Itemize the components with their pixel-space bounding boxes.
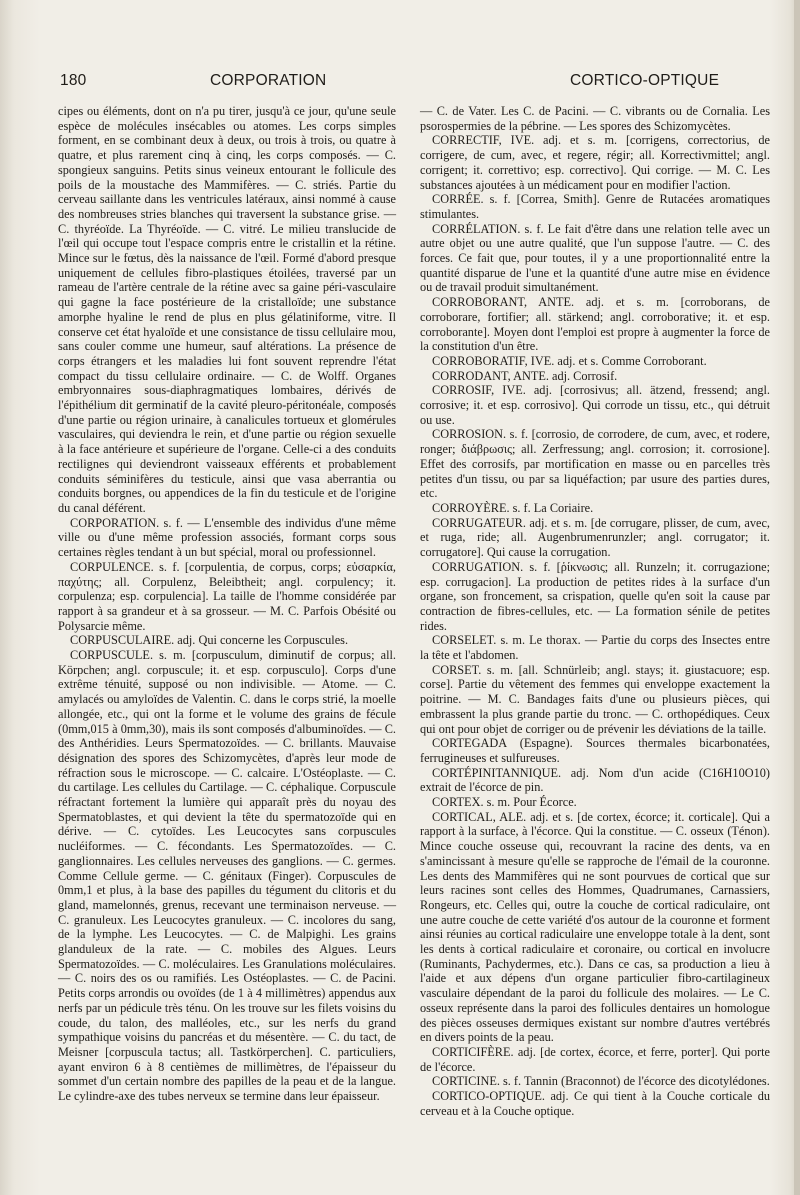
entry-cortex: CORTEX. s. m. Pour Écorce. xyxy=(432,795,577,810)
scan-edge xyxy=(794,0,800,1195)
entry-correctif: CORRECTIF, IVE. adj. et s. m. [corrigens, correctorius, de corrigere, de cum, avec, et regere, régir; all. Korrectivmittel; angl. corrigent; it. correttivo; esp. correctivo]. Qui corrige. — M. C. Les substances ajoutées à un médicament pour en modifier l'action. xyxy=(420,133,770,192)
entry-corroyere: CORROYÈRE. s. f. La Coriaire. xyxy=(432,500,594,515)
entry-cortico-optique: CORTICO-OPTIQUE. adj. Ce qui tient à la Couche corticale du cerveau et à la Couche optique. xyxy=(420,1089,770,1118)
entry-corticifere: CORTICIFÈRE. adj. [de cortex, écorce, et ferre, porter]. Qui porte de l'écorce. xyxy=(420,1045,770,1074)
entry-corrosion: CORROSION. s. f. [corrosio, de corrodere, de cum, avec, et rodere, ronger; διάβρωσις; all. Zerfressung; angl. corrosion; it. corrosione]. Effet des corrosifs, par mortification en masse ou en parcelles très petites d'un tissu, ou par sa liquéfaction; par usure des parties dures, etc. xyxy=(420,427,770,501)
entry-corpulence: CORPULENCE. s. f. [corpulentia, de corpus, corps; εὐσαρκία, παχύτης; all. Corpulenz, Beleibtheit; angl. corpulency; it. corpulenza; esp. corpulencia]. La taille de l'homme considérée par rapport à sa grandeur et à sa grosseur. — M. C. Parfois Obésité ou Polysarcie même. xyxy=(58,559,396,633)
entry-corroboratif: CORROBORATIF, IVE. adj. et s. Comme Corroborant. xyxy=(432,353,707,368)
right-column xyxy=(420,104,770,1119)
entry-corroborant: CORROBORANT, ANTE. adj. et s. m. [corroborans, de corroborare, fortifier; all. stärkend; angl. corroborative; it. et esp. corroborante]. Moyen dont l'emploi est propre à augmenter la force de la constitution d'un être. xyxy=(420,295,770,354)
right-running-title: CORTICO-OPTIQUE xyxy=(570,72,720,89)
left-column xyxy=(58,104,396,1104)
entry-corpusculaire: CORPUSCULAIRE. adj. Qui concerne les Corpuscules. xyxy=(70,633,349,648)
entry-corpuscule: CORPUSCULE. s. m. [corpusculum, diminutif de corpus; all. Körpchen; angl. corpuscule; it. et esp. corpusculo]. Corps d'une extrême ténuité, supposé ou non indivisible. — Atome. — C. amylacés ou amyloïdes de Valentin. C. dans le corps strié, la moelle allongée, etc., qui ont la forme et le volume des grains de fécule (0mm,015 à 0mm,30), mais ils sont composés d'albuminoïdes. — C. des Anthéridies. Leurs Spermatozoïdes. — C. brillants. Mauvaise désignation des spores des Schizomycètes, d'après leur mode de réfraction sous le microscope. — C. calcaire. L'Ostéoplaste. — C. du cartilage. Les cellules du Cartilage. — C. céphalique. Corpuscule réfractant fortement la lumière qui apparaît près du noyau des Spermatoblastes, et qui devient la tête du spermatozoïde qui en dérive. — C. cytoïdes. Les Leucocytes sans corpuscules nucléiformes. — C. fécondants. Les Spermatozoïdes. — C. ganglionnaires. Les cellules nerveuses des ganglions. — C. germes. Comme Cellule germe. — C. génitaux (Finger). Corpuscules de 0mm,1 et plus, à la base des papilles du tégument du clitoris et du gland, mamelonnés, grenus, recevant une terminaison nerveuse. — C. granuleux. Les Leucocytes granuleux. — C. incolores du sang, de la lymphe. Les Leucocytes. — C. de Malpighi. Les grains glanduleux de la rate. — C. mobiles des Algues. Leurs Spermatozoïdes. — C. moléculaires. Les Granulations moléculaires. — C. noirs des os ou ramifiés. Les Ostéoplastes. — C. de Pacini. Petits corps arrondis ou ovoïdes (de 1 à 4 millimètres) appendus aux nerfs par un pédicule très ténu. On les trouve sur les filets voisins du coude, du talon, des malléoles, etc., sur les nerfs du grand sympathique voisins du pancréas et du mésentère. — C. du tact, de Meisner [corpuscula tactus; all. Tastkörperchen]. C. particuliers, ayant environ 6 à 8 centièmes de millimètres, de l'épaisseur du sommet d'un certain nombre des papilles de la peau et de la langue. Le cylindre-axe des tubes nerveux se termine dans leur épaisseur. xyxy=(58,648,396,1104)
entry-continuation: cipes ou éléments, dont on n'a pu tirer, jusqu'à ce jour, qu'une seule espèce de molécules insécables ou atomes. Les corps simples forment, en se combinant deux à deux, ou trois à trois, ou quatre à quatre, et plus rarement cinq à cinq, les corps composés. — C. spongieux sanguins. Petits sinus veineux entourant le follicule des poils de la moustache des Mammifères. — C. striés. Partie du cerveau saillante dans les ventricules latéraux, ainsi nommé à cause des nombreuses stries blanches qui traversent la substance grise. — C. thyréoïde. La Thyréoïde. — C. vitré. Le milieu translucide de l'œil qui occupe tout l'espace compris entre le cristallin et la rétine. Mince sur le fœtus, dès la naissance de l'œil. Formé d'abord presque uniquement de cellules fibro-plastiques étoilées, traversé par un rameau de l'artère centrale de la rétine avec sa gaine péri-vasculaire qui gagne la face postérieure de la cristalloïde; une substance amorphe hyaline le rend de plus en plus gélatiniforme, vitre. Il conserve cet état hyaloïde et une consistance de tissu cellulaire mou, sans couler comme une humeur, sauf altérations. La présence de corps étrangers et les maladies lui font souvent reprendre l'état compact du tissu cellulaire ordinaire. — C. de Wolff. Organes embryonnaires sous-diaphragmatiques lombaires, dérivés de l'épithélium dit germinatif de la cavité pleuro-péritonéale, composés d'une partie ou région urinaire, à canalicules tortueux et glomérules vasculaires, qui deviendra le rein, et d'une partie ou région sexuelle à la face antérieure et supérieure de l'organe. Celle-ci a des conduits rectilignes qui deviendront vaisseaux efférents et probablement conduits séminifères du testicule, ainsi que vasa aberrantia ou conduits borgnes, ou appendices de la fin du testicule et de l'origine du canal déférent. xyxy=(58,104,396,515)
left-running-title: CORPORATION xyxy=(210,72,327,89)
entry-corrodant: CORRODANT, ANTE. adj. Corrosif. xyxy=(432,368,618,383)
entry-corrosif: CORROSIF, IVE. adj. [corrosivus; all. ätzend, fressend; angl. corrosive; it. et esp. corrosivo]. Qui corrode un tissu, etc., qui détruit ou use. xyxy=(420,383,770,427)
entry-corrugateur: CORRUGATEUR. adj. et s. m. [de corrugare, plisser, de cum, avec, et ruga, ride; all. Augenbrumenrunzler; angl. corrugator; it. corrugatore]. Qui cause la corrugation. xyxy=(420,515,770,560)
entry-cortical: CORTICAL, ALE. adj. et s. [de cortex, écorce; it. corticale]. Qui a rapport à la surface, à l'écorce. Qui la constitue. — C. osseux (Ténon). Mince couche osseuse qui, recouvrant la racine des dents, va en s'amincissant à mesure qu'elle se rapproche de l'émail de la couronne. Les dents des Mammifères qui ne sont pourvues de cortical que sur leurs racines sont celles des Hommes, Quadrumanes, Carnassiers, Rongeurs, etc. Celles qui, outre la couche de cortical radiculaire, ont une autre couche de cette variété d'os autour de la couronne et forment ainsi réunies au cortical radiculaire une enveloppe totale à la dent, sont les dents à cortical radiculaire et coronaire, ou cortical en involucre (Ruminants, Pachydermes, etc.). Dans ce cas, sa production a lieu à l'aide et aux dépens d'un organe particulier fibro-cartilagineux vasculaire dépendant de la paroi du follicule des molaires. — Le C. osseux représente dans la paroi des follicules dentaires un homologue des pièces osseuses dermiques existant sur nombre d'autres vertébrés en divers points de la peau. xyxy=(420,809,770,1045)
entry-correlation: CORRÉLATION. s. f. Le fait d'être dans une relation telle avec un autre objet ou une autre qualité, que l'un suppose l'autre. — C. des forces. Ce fait que, pour toutes, il y a une proportionnalité entre la quantité disparue de l'une et la quantité d'une autre mise en évidence ou de travail produit simultanément. xyxy=(420,221,770,295)
entry-continuation-right: — C. de Vater. Les C. de Pacini. — C. vibrants ou de Cornalia. Les psorospermies de la pébrine. — Les spores des Schizomycètes. xyxy=(420,104,770,133)
entry-cortegada: CORTEGADA (Espagne). Sources thermales bicarbonatées, ferrugineuses et sulfureuses. xyxy=(420,736,770,765)
entry-corselet: CORSELET. s. m. Le thorax. — Partie du corps des Insectes entre la tête et l'abdomen. xyxy=(420,633,770,663)
entry-corporation: CORPORATION. s. f. — L'ensemble des individus d'une même ville ou d'une même profession associés, formant corps sous certaines règles tendant à un but spécial, moral ou professionnel. xyxy=(58,515,396,560)
entry-corrugation: CORRUGATION. s. f. [ῥίκνωσις; all. Runzeln; it. corrugazione; esp. corrugacion]. La production de petites rides à la surface d'un organe, son froncement, sa crispation, quelle qu'en soit la cause par contraction de fibres-cellules, etc. — La formation sénile de petites rides. xyxy=(420,559,770,633)
running-head xyxy=(30,72,790,94)
entry-cortepinitannique: CORTÉPINITANNIQUE. adj. Nom d'un acide (C16H10O10) extrait de l'écorce de pin. xyxy=(420,765,770,795)
entry-corset: CORSET. s. m. [all. Schnürleib; angl. stays; it. giustacuore; esp. corse]. Partie du vêtement des femmes qui enveloppe exactement la poitrine. — M. C. Bandages faits d'une ou plusieurs pièces, qui embrassent la plus grande partie du tronc. — C. orthopédiques. Ceux qui ont pour objet de corriger ou de prévenir les déviations de la taille. xyxy=(420,662,770,736)
entry-corticine: CORTICINE. s. f. Tannin (Braconnot) de l'écorce des dicotylédones. xyxy=(432,1074,770,1089)
entry-corree: CORRÉE. s. f. [Correa, Smith]. Genre de Rutacées aromatiques stimulantes. xyxy=(420,192,770,221)
page-number: 180 xyxy=(60,72,87,89)
